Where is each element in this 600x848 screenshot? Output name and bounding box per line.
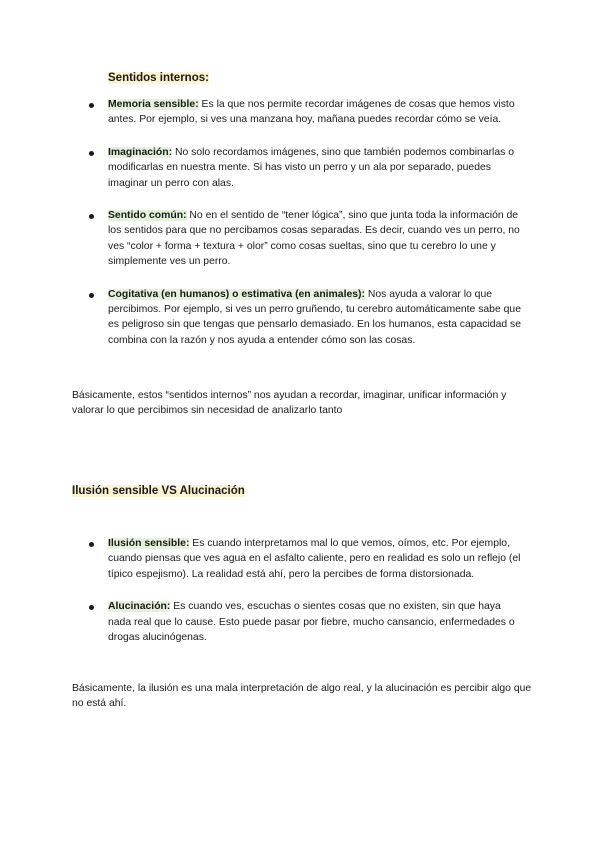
item-term: Imaginación: — [108, 146, 173, 158]
item-term: Ilusión sensible: — [108, 538, 190, 549]
list-item — [86, 208, 526, 270]
section-heading-ilusion — [72, 484, 245, 498]
item-text: Es la que nos permite recordar imágenes de cosas que hemos visto antes. Por ejemplo, si ves una manzana hoy, mañana puedes recordar cómo se veía. — [108, 99, 515, 126]
list-item — [86, 97, 526, 128]
list-item — [86, 145, 526, 191]
item-term: Memoria sensible: — [108, 99, 199, 110]
section-heading-sentidos — [108, 71, 209, 85]
list-item — [86, 536, 526, 582]
list-item — [86, 599, 526, 645]
heading-text: Sentidos internos: — [108, 72, 209, 84]
item-term: Cogitativa (en humanos) o estimativa (en animales): — [108, 288, 365, 300]
item-term: Alucinación: — [108, 601, 171, 613]
bullet-icon — [89, 605, 94, 610]
ilusion-list — [86, 536, 526, 645]
bullet-icon — [89, 542, 94, 547]
item-term: Sentido común: — [108, 210, 187, 222]
list-item — [86, 287, 526, 349]
sentidos-list — [86, 97, 526, 348]
item-text: No en el sentido de “tener lógica”, sino que junta toda la información de los sentidos para que no percibamos cosas separadas. Es decir, cuando ves un perro, no ves “color + forma + textura + olor” como cosas sueltas, sino que tu cerebro lo une y simplemente ves un perro. — [108, 210, 520, 268]
summary-paragraph-1: Básicamente, estos “sentidos internos” nos ayudan a recordar, imaginar, unificar información y valorar lo que percibimos sin necesidad de analizarlo tanto — [72, 390, 507, 417]
item-text: Es cuando interpretamos mal lo que vemos, oímos, etc. Por ejemplo, cuando piensas que ves agua en el asfalto caliente, pero en realidad es solo un reflejo (el típico espejismo). La realidad está ahí, pero la percibes de forma distorsionada. — [108, 538, 521, 580]
bullet-icon — [89, 151, 94, 156]
bullet-icon — [89, 293, 94, 298]
heading-text: Ilusión sensible VS Alucinación — [72, 485, 245, 497]
summary-paragraph-2: Básicamente, la ilusión es una mala interpretación de algo real, y la alucinación es percibir algo que no está ahí. — [72, 683, 532, 710]
item-text: Nos ayuda a valorar lo que percibimos. Por ejemplo, si ves un perro gruñendo, tu cerebro automáticamente sabe que es peligroso sin que tengas que pensarlo demasiado. En los humanos, esta capacidad se combina con la razón y nos ayuda a entender cómo son las cosas. — [108, 288, 522, 346]
bullet-icon — [89, 214, 94, 219]
item-text: No solo recordamos imágenes, sino que también podemos combinarlas o modificarlas en nuestra mente. Si has visto un perro y un ala por separado, puedes imaginar un perro con alas. — [108, 146, 515, 189]
bullet-icon — [89, 103, 94, 108]
item-text: Es cuando ves, escuchas o sientes cosas que no existen, sin que haya nada real que lo cause. Esto puede pasar por fiebre, mucho cansancio, enfermedades o drogas alucinógenas. — [108, 601, 515, 644]
